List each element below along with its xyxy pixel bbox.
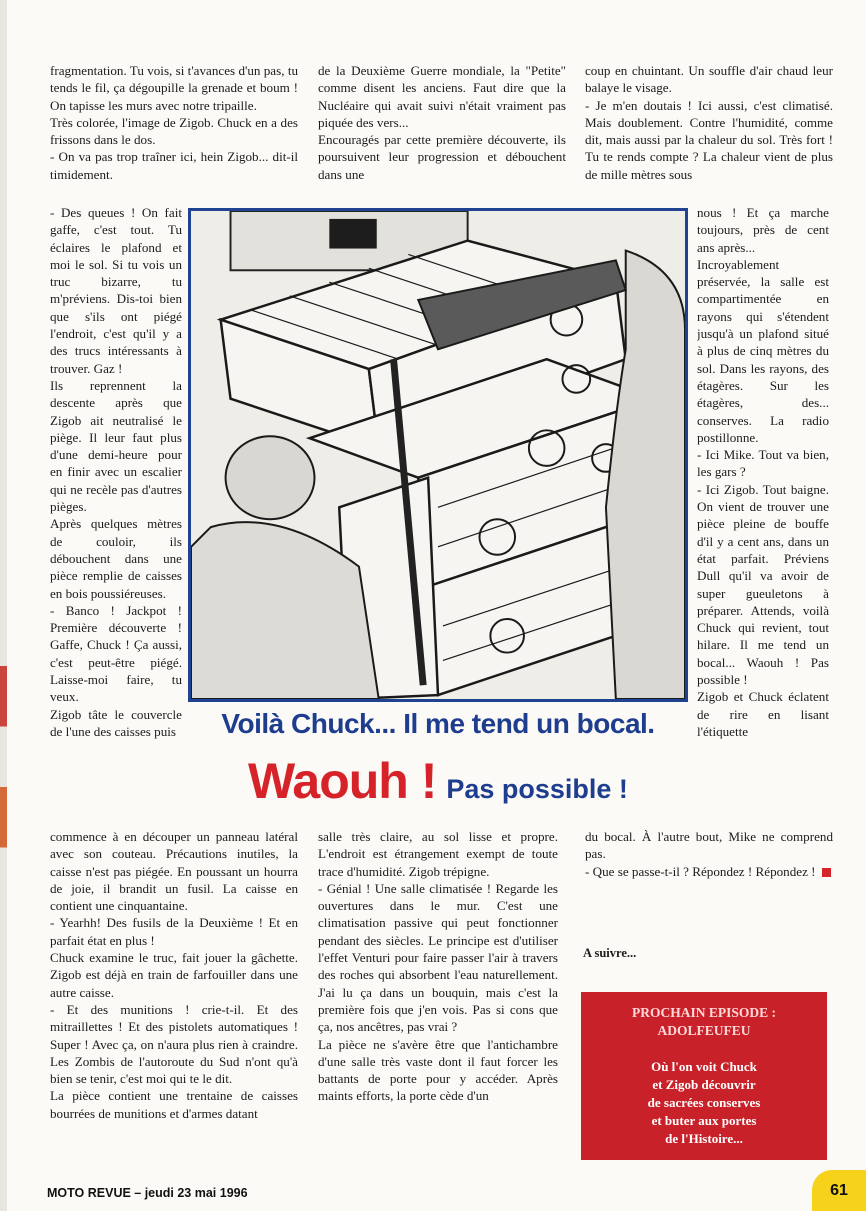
- next-episode-title: [581, 1004, 827, 1040]
- caption-subtext: Pas possible !: [446, 774, 628, 804]
- next-episode-text: [581, 1058, 827, 1148]
- article-paragraph: - Ici Mike. Tout va bien, les gars ?: [697, 447, 829, 480]
- next-episode-title-line-2: ADOLFEUFEU: [657, 1023, 751, 1038]
- article-column-1-middle: [50, 204, 182, 828]
- article-paragraph: du bocal. À l'autre bout, Mike ne comprend pas.: [585, 829, 833, 862]
- article-paragraph: - Des queues ! On fait gaffe, c'est tout. Tu éclaires le plafond et moi le sol. Si tu vois un truc bizarre, tu m'préviens. Dis-toi bien que s'ils ont piégé l'endroit, c'est qu'il y a des trucs intéressants à trouver. Gaz !: [50, 205, 182, 376]
- next-episode-text-line: Où l'on voit Chuck: [651, 1059, 757, 1074]
- comic-illustration: [188, 208, 688, 702]
- to-be-continued: A suivre...: [583, 946, 637, 960]
- article-paragraph: - Yearhh! Des fusils de la Deuxième ! Et en parfait état en plus !: [50, 915, 298, 948]
- article-paragraph: Chuck examine le truc, fait jouer la gâchette. Zigob est déjà en train de farfouiller dans une autre caisse.: [50, 950, 298, 1000]
- article-paragraph: fragmentation. Tu vois, si t'avances d'un pas, tu tends le fil, ça dégoupille la grenade et boum ! On tapisse les murs avec notre tripaille.: [50, 63, 298, 113]
- article-paragraph: - Et des munitions ! crie-t-il. Et des mitraillettes ! Et des pistolets automatiques ! Super ! Avec ça, on n'aura plus rien à craindre. Les Zombis de l'autoroute du Sud n'ont qu'à bien se tenir, c'est moi qui te le dit.: [50, 1001, 298, 1087]
- article-column-2-bottom: [318, 828, 558, 1164]
- caption-exclamation: Waouh !: [248, 753, 437, 809]
- page-number: 61: [812, 1170, 866, 1211]
- article-column-3-middle: [697, 204, 829, 828]
- article-column-3-top: [585, 62, 833, 204]
- article-paragraph: Après quelques mètres de couloir, ils débouchent dans une pièce remplie de caisses en bois poussiéreuses.: [50, 516, 182, 601]
- article-paragraph: - On va pas trop traîner ici, hein Zigob... dit-il timidement.: [50, 149, 298, 182]
- crates-drawing: [191, 211, 685, 699]
- article-paragraph: Incroyablement préservée, la salle est compartimentée en rayons qui s'étendent jusqu'à un plafond situé à plus de cinq mètres du sol. Dans les rayons, des étagères. Sur les étagères, des... conserves. La radio postillonne.: [697, 256, 829, 445]
- article-paragraph: - Que se passe-t-il ? Répondez ! Répondez !: [585, 863, 833, 880]
- article-paragraph: Ils reprennent la descente après que Zigob ait neutralisé le piège. Il leur faut plus d'une demi-heure pour en finir avec un escalier qui ne recèle pas d'autres pièges.: [50, 377, 182, 515]
- article-column-3-bottom: [585, 828, 833, 908]
- article-paragraph: La pièce ne s'avère être que l'antichambre d'une salle très vaste dont il faut forcer les battants de porte pour y accéder. Après maints efforts, la porte cède d'un: [318, 1036, 558, 1104]
- article-paragraph: coup en chuintant. Un souffle d'air chaud leur balaye le visage.: [585, 63, 833, 96]
- article-paragraph: Zigob tâte le couvercle de l'une des caisses puis: [50, 706, 182, 739]
- article-column-2-top: [318, 62, 566, 204]
- caption-line-2: [188, 752, 688, 810]
- end-of-article-mark: [822, 868, 831, 877]
- article-paragraph: salle très claire, au sol lisse et propre. L'endroit est étrangement exempt de toute trace d'humidité. Zigob trépigne.: [318, 829, 558, 879]
- article-column-1-top: [50, 62, 298, 204]
- article-paragraph: - Génial ! Une salle climatisée ! Regarde les ouvertures dans le mur. C'est une climatisation passive qui peut fonctionner pendant des siècles. Le principe est d'utiliser l'effet Venturi pour faire passer l'air à travers des roches qui absorbent l'eau naturellement. J'ai lu ça dans un bouquin, mais c'est la première fois que j'en vois. Pas si cons que ça, nos ancêtres, pas vrai ?: [318, 880, 558, 1035]
- article-column-1-bottom: [50, 828, 298, 1164]
- article-paragraph: - Banco ! Jackpot ! Première découverte ! Gaffe, Chuck ! Ça aussi, c'est peut-être piégé. Laisse-moi faire, tu veux.: [50, 602, 182, 705]
- article-paragraph: nous ! Et ça marche toujours, près de cent ans après...: [697, 205, 829, 255]
- caption-line-1: Voilà Chuck... Il me tend un bocal.: [221, 708, 655, 739]
- article-paragraph: de la Deuxième Guerre mondiale, la "Petite" comme disent les anciens. Faut dire que la Nucléaire qui avait suivi n'était vraiment pas piquée des vers...: [318, 63, 566, 130]
- publication-footer: MOTO REVUE – jeudi 23 mai 1996: [47, 1186, 248, 1200]
- page-edge-strip: [0, 0, 7, 1211]
- article-paragraph: La pièce contient une trentaine de caisses bourrées de munitions et d'armes datant: [50, 1088, 298, 1121]
- next-episode-text-line: de sacrées conserves: [647, 1095, 761, 1110]
- article-paragraph: Encouragés par cette première découverte, ils poursuivent leur progression et débouchent dans une: [318, 132, 566, 182]
- next-episode-text-line: de l'Histoire...: [665, 1131, 743, 1146]
- next-episode-text-line: et buter aux portes: [651, 1113, 757, 1128]
- article-paragraph: - Je m'en doutais ! Ici aussi, c'est climatisé. Mais doublement. Contre l'humidité, comme dit, mais aussi par la chaleur du sol. Très fort ! Tu te rends compte ? La chaleur vient de plus de mille mètres sous: [585, 97, 833, 182]
- article-paragraph: Zigob et Chuck éclatent de rire en lisant l'étiquette: [697, 689, 829, 739]
- next-episode-title-line-1: PROCHAIN EPISODE :: [631, 1005, 776, 1020]
- article-paragraph: Très colorée, l'image de Zigob. Chuck en a des frissons dans le dos.: [50, 114, 298, 148]
- next-episode-text-line: et Zigob découvrir: [652, 1077, 756, 1092]
- article-paragraph: commence à en découper un panneau latéral avec son couteau. Précautions inutiles, la caisse n'est pas piégée. En poussant un hourra de joie, il brandit un fusil. La caisse en contient une cinquantaine.: [50, 829, 298, 914]
- article-paragraph: - Ici Zigob. Tout baigne. On vient de trouver une pièce pleine de bouffe d'il y a cent ans, dans un état parfait. Préviens Dull qu'il va avoir de super gueuletons à préparer. Attends, voilà Chuck qui revient, tout hilare. Il me tend un bocal... Waouh ! Pas possible !: [697, 481, 829, 688]
- next-episode-box: [581, 992, 827, 1160]
